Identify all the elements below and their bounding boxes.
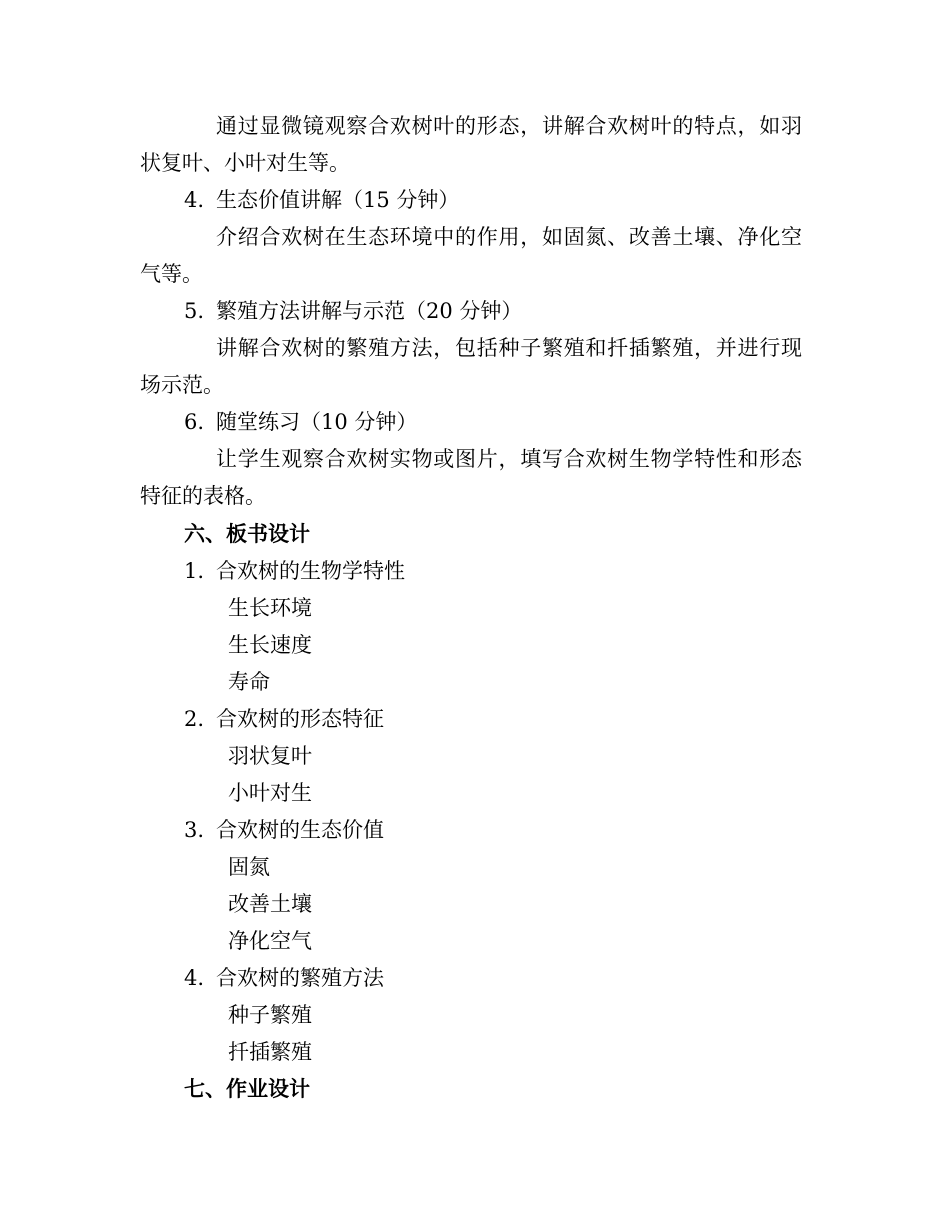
section-heading-7: 七、作业设计 — [184, 1076, 310, 1101]
list-item-6 — [184, 409, 417, 435]
list-item-text: 生态价值讲解（15 分钟） — [216, 188, 460, 212]
list-number: 2. — [184, 707, 205, 731]
list-item-5 — [184, 298, 522, 324]
board-item-title: 合欢树的形态特征 — [216, 707, 384, 731]
paragraph-line: 介绍合欢树在生态环境中的作用，如固氮、改善土壤、净化空 — [216, 225, 802, 249]
board-item-4 — [184, 965, 384, 991]
paragraph-line: 讲解合欢树的繁殖方法，包括种子繁殖和扦插繁殖，并进行现 — [216, 336, 802, 360]
board-item-3 — [184, 817, 384, 843]
list-number: 3. — [184, 818, 205, 842]
list-item-text: 随堂练习（10 分钟） — [216, 410, 418, 434]
paragraph-line: 状复叶、小叶对生等。 — [140, 151, 350, 175]
paragraph-line: 让学生观察合欢树实物或图片，填写合欢树生物学特性和形态 — [216, 447, 802, 471]
list-number: 4. — [184, 188, 205, 212]
paragraph-line: 通过显微镜观察合欢树叶的形态，讲解合欢树叶的特点，如羽 — [216, 114, 802, 138]
list-item-text: 繁殖方法讲解与示范（20 分钟） — [216, 299, 523, 323]
section-heading-6: 六、板书设计 — [184, 521, 310, 546]
board-item-1 — [184, 558, 405, 584]
board-item-title: 合欢树的生态价值 — [216, 818, 384, 842]
board-sub-item: 净化空气 — [228, 929, 312, 953]
paragraph-line: 气等。 — [140, 262, 203, 286]
board-sub-item: 种子繁殖 — [228, 1003, 312, 1027]
board-sub-item: 固氮 — [228, 855, 270, 879]
board-item-title: 合欢树的生物学特性 — [216, 559, 405, 583]
board-sub-item: 小叶对生 — [228, 781, 312, 805]
list-number: 6. — [184, 410, 205, 434]
board-sub-item: 扦插繁殖 — [228, 1040, 312, 1064]
board-item-title: 合欢树的繁殖方法 — [216, 966, 384, 990]
board-item-2 — [184, 706, 384, 732]
board-sub-item: 生长环境 — [228, 596, 312, 620]
paragraph-line: 特征的表格。 — [140, 484, 266, 508]
board-sub-item: 羽状复叶 — [228, 744, 312, 768]
list-number: 4. — [184, 966, 205, 990]
paragraph-line: 场示范。 — [140, 373, 224, 397]
board-sub-item: 寿命 — [228, 670, 270, 694]
list-number: 1. — [184, 559, 205, 583]
board-sub-item: 生长速度 — [228, 633, 312, 657]
list-item-4 — [184, 187, 459, 213]
board-sub-item: 改善土壤 — [228, 892, 312, 916]
list-number: 5. — [184, 299, 205, 323]
